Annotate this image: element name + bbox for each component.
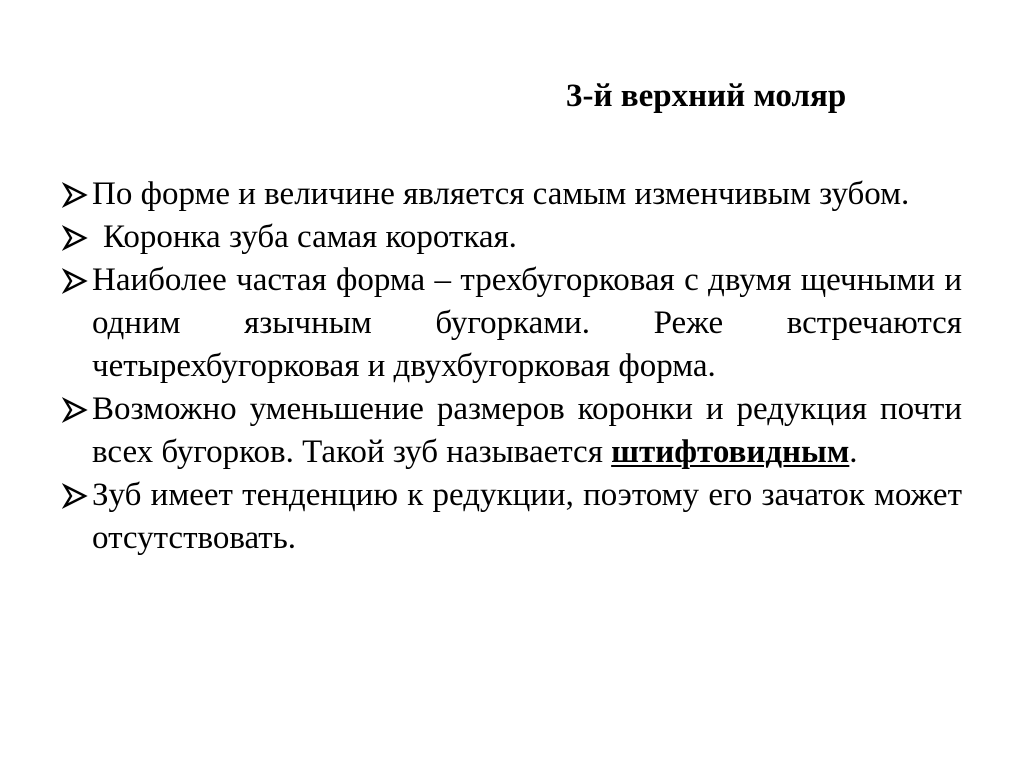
arrowhead-bullet-icon bbox=[62, 483, 88, 509]
bullet-text-after: . bbox=[849, 434, 858, 470]
bullet-item bbox=[62, 388, 962, 474]
bullet-text: Наиболее частая форма – трехбугорковая с двумя щечными и одним язычным бугорками. Реже встречаются четырехбугорковая и двухбугорковая форма. bbox=[92, 262, 962, 384]
bullet-text: Зуб имеет тенденцию к редукции, поэтому его зачаток может отсутствовать. bbox=[92, 477, 962, 556]
bullet-text bbox=[92, 391, 962, 470]
bullet-text: По форме и величине является самым изменчивым зубом. bbox=[92, 176, 910, 212]
arrowhead-bullet-icon bbox=[62, 397, 88, 423]
bullet-item bbox=[62, 259, 962, 388]
slide-title: 3-й верхний моляр bbox=[566, 78, 847, 114]
arrowhead-bullet-icon bbox=[62, 182, 88, 208]
bullet-list bbox=[62, 173, 962, 560]
arrowhead-bullet-icon bbox=[62, 268, 88, 294]
arrowhead-bullet-icon bbox=[62, 225, 88, 251]
bullet-item bbox=[62, 216, 962, 259]
bullet-text-before: Возможно уменьшение размеров коронки и редукция почти всех бугорков. Такой зуб называется bbox=[92, 391, 962, 470]
bullet-item bbox=[62, 474, 962, 560]
bullet-text: Коронка зуба самая короткая. bbox=[103, 219, 517, 255]
bullet-item bbox=[62, 173, 962, 216]
emphasized-term: штифтовидным bbox=[611, 434, 850, 470]
